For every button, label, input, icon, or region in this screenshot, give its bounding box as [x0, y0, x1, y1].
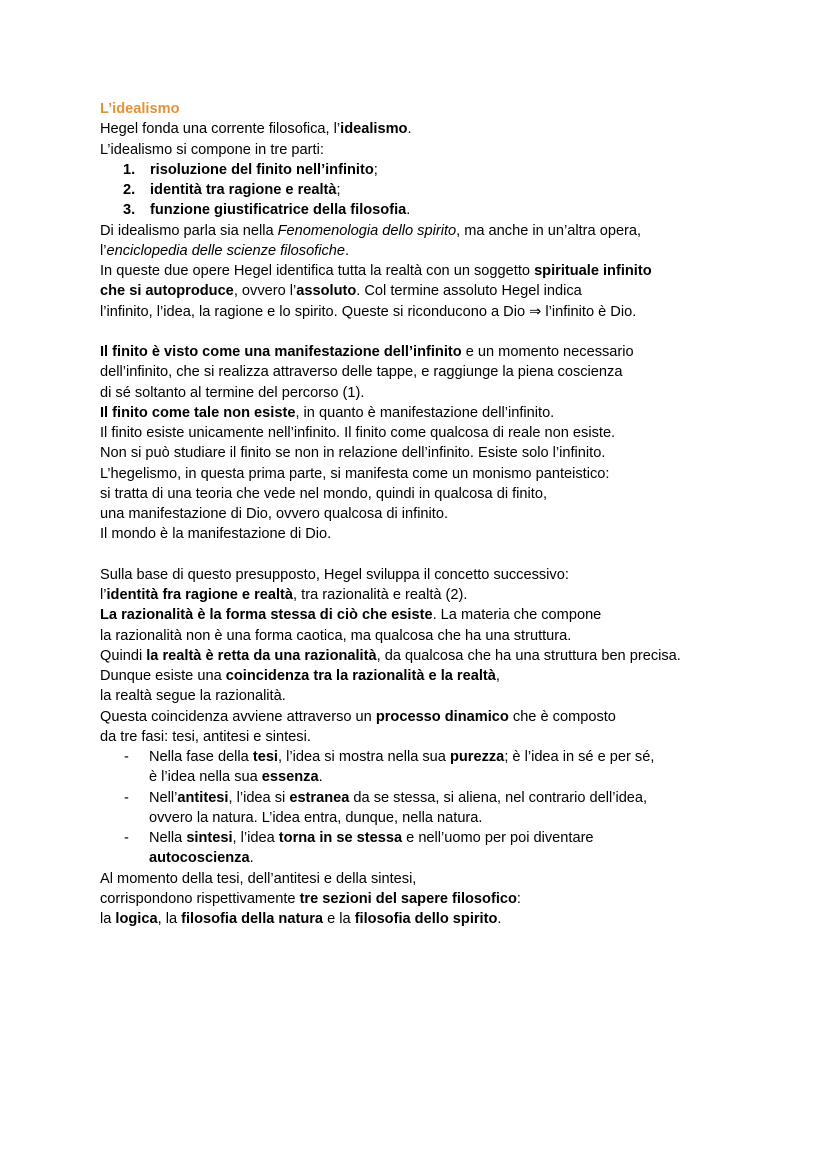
bold-term: idealismo	[340, 121, 408, 138]
paragraph-gap	[100, 545, 740, 565]
bold-term: processo dinamico	[375, 708, 509, 725]
list-item: - Nella sintesi, l’idea torna in se stessa e nell’uomo per poi diventare autocoscienza.	[124, 830, 594, 867]
bold-term: tre sezioni del sapere filosofico	[299, 890, 517, 907]
bold-term: Il finito come tale non esiste	[100, 404, 296, 421]
bold-term: la realtà è retta da una razionalità	[146, 647, 377, 664]
paragraph-line: Il finito come tale non esiste, in quanto è manifestazione dell’infinito.	[100, 404, 555, 421]
bold-term: purezza	[449, 749, 505, 765]
numbered-list	[100, 160, 740, 221]
paragraph-line: Quindi la realtà è retta da una razionalità, da qualcosa che ha una struttura ben precisa.	[100, 647, 681, 664]
list-item: 2. identità tra ragione e realtà;	[123, 182, 341, 198]
paragraph-line: l’enciclopedia delle scienze filosofiche.	[100, 242, 350, 259]
italic-title: enciclopedia delle scienze filosofiche	[106, 242, 346, 259]
bold-term: estranea	[289, 789, 350, 806]
paragraph-line: Il mondo è la manifestazione di Dio.	[100, 526, 332, 543]
bold-term: logica	[115, 911, 158, 927]
paragraph-line: L’hegelismo, in questa prima parte, si manifesta come un monismo panteistico:	[100, 465, 610, 482]
italic-title: Fenomenologia dello spirito	[277, 222, 457, 239]
paragraph-line: la realtà segue la razionalità.	[100, 688, 286, 705]
bold-term: autocoscienza	[149, 850, 250, 867]
paragraph-line: Dunque esiste una coincidenza tra la razionalità e la realtà,	[100, 668, 500, 684]
document-page	[100, 99, 740, 929]
paragraph-line: di sé soltanto al termine del percorso (1).	[100, 384, 365, 401]
paragraph-line: Di idealismo parla sia nella Fenomenologia dello spirito, ma anche in un’altra opera,	[100, 222, 642, 239]
dash-bullet: -	[124, 830, 129, 846]
bold-term: antitesi	[177, 789, 229, 806]
bold-term: Il finito è visto come una manifestazione dell’infinito	[100, 344, 462, 360]
paragraph-line: La razionalità è la forma stessa di ciò che esiste. La materia che compone	[100, 607, 602, 624]
paragraph-line: L’idealismo si compone in tre parti:	[100, 141, 324, 158]
paragraph-line: la razionalità non è una forma caotica, ma qualcosa che ha una struttura.	[100, 627, 572, 644]
paragraph-line: si tratta di una teoria che vede nel mondo, quindi in qualcosa di finito,	[100, 485, 548, 502]
bold-term: assoluto	[296, 283, 357, 300]
paragraph-line: l’infinito, l’idea, la ragione e lo spirito. Queste si riconducono a Dio ⇒ l’infinito è Dio.	[100, 303, 637, 320]
paragraph-gap	[100, 322, 740, 342]
bold-term: La razionalità è la forma stessa di ciò che esiste	[100, 607, 433, 624]
list-item: - Nella fase della tesi, l’idea si mostra nella sua purezza; è l’idea in sé e per sé, è l’idea nella sua essenza.	[124, 749, 655, 786]
paragraph-line: Sulla base di questo presupposto, Hegel sviluppa il concetto successivo:	[100, 566, 569, 583]
section-title: L’idealismo	[100, 101, 180, 117]
paragraph-line: Hegel fonda una corrente filosofica, l’idealismo.	[100, 121, 412, 138]
bold-term: tesi	[252, 749, 278, 765]
bold-term: sintesi	[186, 830, 233, 846]
bold-term: spirituale infinito	[534, 263, 652, 279]
paragraph-line: Il finito è visto come una manifestazione dell’infinito e un momento necessario	[100, 344, 634, 360]
dash-list	[100, 747, 740, 869]
paragraph-line: Non si può studiare il finito se non in relazione dell’infinito. Esiste solo l’infinito.	[100, 445, 606, 462]
bold-term: essenza	[261, 769, 319, 786]
paragraph-line: corrispondono rispettivamente tre sezioni del sapere filosofico:	[100, 890, 521, 907]
bold-term: filosofia della natura	[181, 911, 324, 927]
paragraph-line: una manifestazione di Dio, ovvero qualcosa di infinito.	[100, 506, 449, 522]
paragraph-line: la logica, la filosofia della natura e la filosofia dello spirito.	[100, 911, 502, 927]
bold-term: filosofia dello spirito	[354, 911, 498, 927]
paragraph-line: che si autoproduce, ovvero l’assoluto. Col termine assoluto Hegel indica	[100, 283, 582, 300]
list-item: 1. risoluzione del finito nell’infinito;	[123, 161, 378, 178]
paragraph-line: Il finito esiste unicamente nell’infinito. Il finito come qualcosa di reale non esiste.	[100, 425, 616, 441]
list-item: - Nell’antitesi, l’idea si estranea da se stessa, si aliena, nel contrario dell’idea, ovvero la natura. L’idea entra, dunque, nella natura.	[124, 789, 648, 826]
dash-bullet: -	[124, 749, 129, 765]
bold-term: identità fra ragione e realtà	[106, 587, 294, 603]
bold-term: coincidenza tra la razionalità e la realtà	[225, 668, 496, 684]
bold-term: torna in se stessa	[278, 830, 403, 846]
paragraph-line: Al momento della tesi, dell’antitesi e della sintesi,	[100, 870, 417, 887]
bold-term: che si autoproduce	[100, 283, 234, 300]
paragraph-line: Questa coincidenza avviene attraverso un processo dinamico che è composto	[100, 708, 616, 725]
dash-bullet: -	[124, 789, 129, 806]
paragraph-line: In queste due opere Hegel identifica tutta la realtà con un soggetto spirituale infinito	[100, 263, 652, 279]
paragraph-line: dell’infinito, che si realizza attraverso delle tappe, e raggiunge la piena coscienza	[100, 364, 623, 381]
paragraph-line: l’identità fra ragione e realtà, tra razionalità e realtà (2).	[100, 587, 468, 603]
paragraph-line: da tre fasi: tesi, antitesi e sintesi.	[100, 728, 311, 745]
list-item: 3. funzione giustificatrice della filosofia.	[123, 202, 411, 219]
